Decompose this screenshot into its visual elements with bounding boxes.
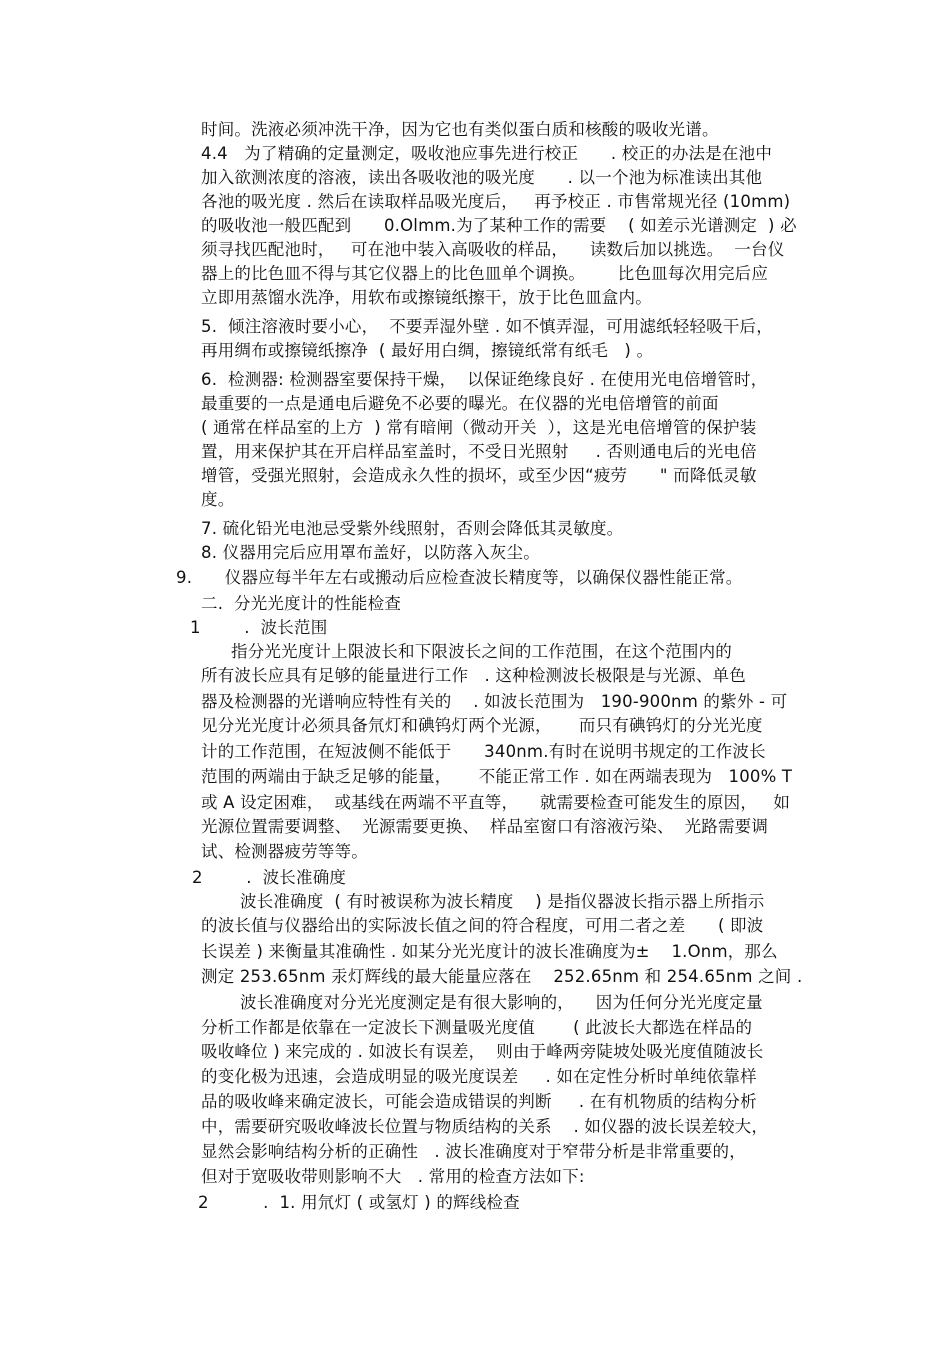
- text-line: 或 A 设定困难， 或基线在两端不平直等， 就需要检查可能发生的原因， 如: [201, 793, 791, 812]
- text-line: 分析工作都是依靠在一定波长下测量吸光度值 ( 此波长大都选在样品的: [201, 1018, 753, 1037]
- text-line: 时间。洗液必须冲洗干净，因为它也有类似蛋白质和核酸的吸收光谱。: [201, 120, 719, 139]
- text-line: 但对于宽吸收带则影响不大 . 常用的检查方法如下:: [201, 1167, 585, 1186]
- text-line: 各池的吸光度 . 然后在读取样品吸光度后， 再予校正 . 市售常规光径 (10mm): [201, 192, 791, 211]
- subsection-heading: 2 . 波长准确度: [192, 868, 347, 887]
- text-line: 9. 仪器应每半年左右或搬动后应检查波长精度等，以确保仪器性能正常。: [176, 568, 743, 587]
- text-line: 品的吸收峰来确定波长，可能会造成错误的判断 . 在有机物质的结构分析: [201, 1092, 757, 1111]
- text-line: 6. 检测器: 检测器室要保持干燥， 以保证绝缘良好 . 在使用光电倍增管时，: [201, 370, 768, 389]
- text-line: 吸收峰位 ) 来完成的 . 如波长有误差， 则由于峰两旁陡坡处吸光度值随波长: [201, 1042, 764, 1061]
- text-line: 的吸收池一般匹配到 0.Olmm.为了某种工作的需要 ( 如差示光谱测定 ) 必: [201, 216, 797, 235]
- text-line: 度。: [201, 490, 235, 509]
- text-line: 显然会影响结构分析的正确性 . 波长准确度对于窄带分析是非常重要的，: [201, 1142, 746, 1161]
- text-line: 再用绸布或擦镜纸擦净 ( 最好用白绸，擦镜纸常有纸毛 ) 。: [201, 341, 654, 360]
- text-line: 器上的比色皿不得与其它仪器上的比色皿单个调换。 比色皿每次用完后应: [201, 264, 769, 283]
- text-line: 最重要的一点是通电后避免不必要的曝光。在仪器的光电倍增管的前面: [201, 394, 719, 413]
- text-line: 的波长值与仪器给出的实际波长值之间的符合程度，可用二者之差 ( 即波: [201, 916, 764, 935]
- text-line: 中，需要研究吸收峰波长位置与物质结构的关系 . 如仪器的波长误差较大，: [201, 1117, 769, 1136]
- text-line: 器及检测器的光谱响应特性有关的 . 如波长范围为 190-900nm 的紫外 - 可: [201, 692, 788, 711]
- subsection-heading: 1 . 波长范围: [190, 618, 328, 637]
- subsection-heading: 2 . 1. 用氘灯 ( 或氢灯 ) 的辉线检查: [198, 1193, 520, 1212]
- text-line: 光源位置需要调整、 光源需要更换、 样品室窗口有溶液污染、 光路需要调: [201, 817, 769, 836]
- text-line: 8. 仪器用完后应用罩布盖好，以防落入灰尘。: [201, 543, 540, 562]
- text-line: 立即用蒸馏水洗净，用软布或擦镜纸擦干，放于比色皿盒内。: [201, 288, 652, 307]
- text-line: 波长准确度 ( 有时被误称为波长精度 ) 是指仪器波长指示器上所指示: [240, 892, 765, 911]
- text-line: 须寻找匹配池时， 可在池中装入高吸收的样品， 读数后加以挑选。 一台仪: [201, 240, 785, 259]
- text-line: 5. 倾注溶液时要小心， 不要弄湿外壁 . 如不慎弄湿，可用滤纸轻轻吸干后，: [201, 317, 773, 336]
- text-line: 长误差 ) 来衡量其准确性 . 如某分光光度计的波长准确度为± 1.Onm，那么: [201, 942, 778, 961]
- text-line: 所有波长应具有足够的能量进行工作 . 这种检测波长极限是与光源、单色: [201, 666, 746, 685]
- text-line: 测定 253.65nm 汞灯辉线的最大能量应落在 252.65nm 和 254.65nm 之间 .: [201, 967, 803, 986]
- text-line: 的变化极为迅速，会造成明显的吸光度误差 . 如在定性分析时单纯依靠样: [201, 1067, 757, 1086]
- text-line: 增管，受强光照射，会造成永久性的损坏，或至少因“疲劳 " 而降低灵敏: [201, 466, 757, 485]
- text-line: ( 通常在样品室的上方 ) 常有暗闸（微动开关 ），这是光电倍增管的保护装: [201, 418, 757, 437]
- text-line: 范围的两端由于缺乏足够的能量， 不能正常工作 . 如在两端表现为 100% T: [201, 767, 793, 786]
- text-line: 指分光光度计上限波长和下限波长之间的工作范围，在这个范围内的: [231, 642, 732, 661]
- text-line: 7. 硫化铅光电池忌受紫外线照射，否则会降低其灵敏度。: [201, 519, 624, 538]
- text-line: 加入欲测浓度的溶液，读出各吸收池的吸光度 . 以一个池为标准读出其他: [201, 168, 763, 187]
- section-heading: 二. 分光光度计的性能检查: [201, 594, 402, 613]
- text-line: 置，用来保护其在开启样品室盖时，不受日光照射 . 否则通电后的光电倍: [201, 442, 757, 461]
- text-line: 4.4 为了精确的定量测定，吸收池应事先进行校正 . 校正的办法是在池中: [201, 144, 773, 163]
- text-line: 见分光光度计必须具备氘灯和碘钨灯两个光源， 而只有碘钨灯的分光光度: [201, 716, 763, 735]
- text-line: 计的工作范围，在短波侧不能低于 340nm.有时在说明书规定的工作波长: [201, 742, 766, 761]
- text-line: 波长准确度对分光光度测定是有很大影响的， 因为任何分光光度定量: [240, 993, 763, 1012]
- text-line: 试、检测器疲劳等等。: [201, 842, 368, 861]
